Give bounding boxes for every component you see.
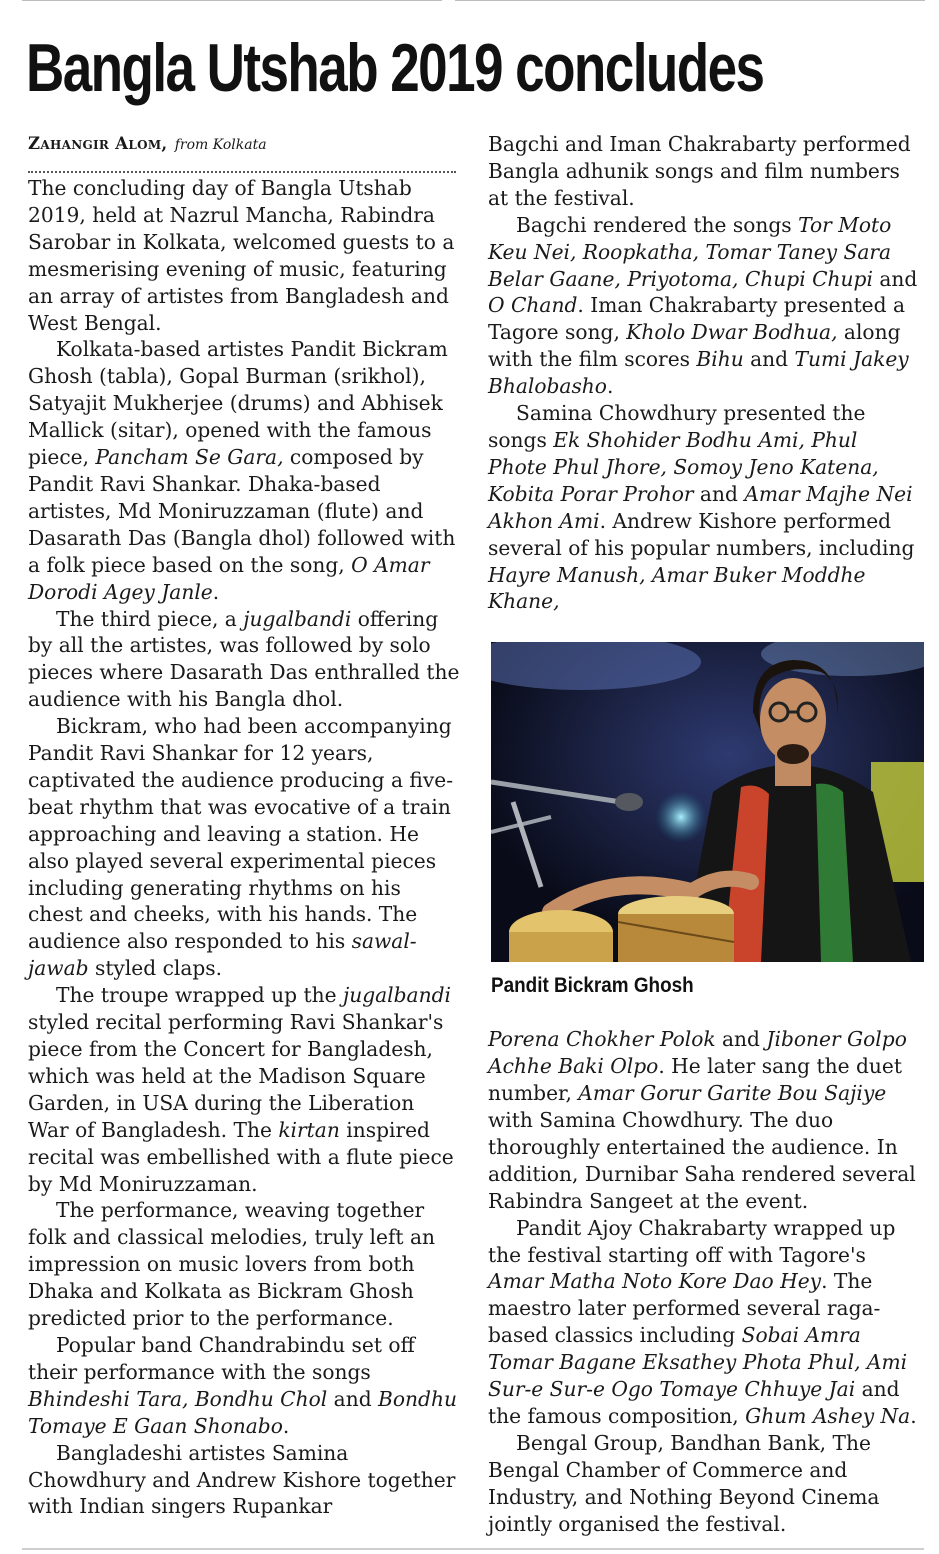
paragraph-text: The performance, weaving together folk and classical melodies, truly left an impression on music lovers from both Dhaka and Kolkata as Bickram Ghosh predicted prior to the performance.	[28, 1198, 436, 1331]
article-paragraph	[28, 713, 460, 982]
right-column	[488, 131, 920, 1538]
italic-title-text: Tumi Jakey Bhalobasho	[488, 347, 909, 399]
article-paragraph	[28, 175, 460, 336]
italic-title-text: Pancham Se Gara,	[95, 445, 284, 470]
byline	[28, 131, 460, 157]
article-paragraph	[28, 1440, 460, 1521]
italic-title-text: Porena Chokher Polok	[488, 1027, 716, 1052]
paragraph-text: Pandit Ajoy Chakrabarty wrapped up the festival starting off with Tagore's	[488, 1215, 896, 1267]
italic-title-text: O Chand	[488, 293, 578, 318]
paragraph-text: Samina Chowdhury presented the songs	[488, 401, 866, 452]
article-paragraph	[488, 1430, 920, 1538]
italic-title-text: jugalbandi	[243, 606, 352, 631]
paragraph-text: Bagchi rendered the songs	[516, 212, 799, 237]
article-paragraph	[488, 131, 920, 212]
italic-title-text: Tor Moto Keu Nei, Roopkatha, Tomar Taney Sara Belar Gaane, Priyotoma, Chupi Chupi	[488, 212, 892, 291]
paragraph-text: and	[743, 347, 795, 372]
paragraph-text: Popular band Chandrabindu set off their performance with the songs	[28, 1332, 415, 1384]
top-rule	[0, 0, 939, 4]
paragraph-text: along with the film scores	[488, 320, 901, 372]
article-paragraph	[28, 1332, 460, 1440]
paragraph-text: Kolkata-based artistes Pandit Bickram Ghosh (tabla), Gopal Burman (srikhol), Satyajit Mukherjee (drums) and Abhisek Mallick (sitar), opened with the famous piece,	[28, 337, 448, 470]
italic-title-text: Bhindeshi Tara, Bondhu Chol	[28, 1386, 328, 1411]
paragraph-text: .	[606, 374, 614, 399]
italic-title-text: Amar Gorur Garite Bou Sajiye	[578, 1081, 887, 1106]
headline: Bangla Utshab 2019 concludes	[26, 30, 764, 106]
paragraph-text: and the famous composition,	[488, 1377, 900, 1428]
italic-title-text: jugalbandi	[342, 983, 451, 1008]
photo-caption: Pandit Bickram Ghosh	[491, 974, 694, 998]
paragraph-text: composed by Pandit Ravi Shankar. Dhaka-based artistes, Md Moniruzzaman (flute) and Dasarath Das (Bangla dhol) followed with a folk piece based on the song,	[28, 445, 456, 577]
author-name: Zahangir Alom,	[28, 134, 168, 153]
paragraph-text: styled claps.	[88, 956, 223, 981]
italic-title-text: O Amar Dorodi Agey Janle	[28, 552, 430, 604]
paragraph-text: .	[212, 579, 220, 604]
paragraph-text: offering by all the artistes, was followed by solo pieces where Dasarath Das enthralled the audience with his Bangla dhol.	[28, 606, 460, 712]
paragraph-text: Bickram, who had been accompanying Pandit Ravi Shankar for 12 years, captivated the audience producing a five-beat rhythm that was evocative of a train approaching and leaving a station. He also played several experimental pieces including generating rhythms on his chest and cheeks, with his hands. The audience also responded to his	[28, 714, 454, 954]
paragraph-text: . He later sang the duet number,	[488, 1054, 902, 1106]
italic-title-text: Kholo Dwar Bodhua,	[626, 320, 838, 345]
left-column	[28, 131, 460, 1520]
italic-title-text: sawal-jawab	[28, 929, 417, 981]
paragraph-text: inspired recital was embellished with a flute piece by Md Moniruzzaman.	[28, 1117, 454, 1196]
paragraph-text: styled recital performing Ravi Shankar's piece from the Concert for Bangladesh, which was held at the Madison Square Garden, in USA during the Liberation War of Bangladesh. The	[28, 1010, 444, 1142]
right-body-top	[488, 131, 920, 615]
italic-title-text: Ek Shohider Bodhu Ami, Phul Phote Phul Jhore, Somoy Jeno Katena, Kobita Porar Prohor	[488, 427, 879, 506]
paragraph-text: . Andrew Kishore performed several of his popular numbers, including	[488, 508, 915, 560]
italic-title-text: Hayre Manush, Amar Buker Moddhe Khane,	[488, 562, 866, 614]
italic-title-text: Bihu	[696, 347, 744, 372]
italic-title-text: Sobai Amra Tomar Bagane Eksathey Phota Phul, Ami Sur-e Sur-e Ogo Tomaye Chhuye Jai	[488, 1323, 908, 1402]
paragraph-text: The third piece, a	[56, 606, 244, 631]
article-paragraph	[28, 606, 460, 714]
paragraph-text: Bengal Group, Bandhan Bank, The Bengal Chamber of Commerce and Industry, and Nothing Beyond Cinema jointly organised the festival.	[488, 1430, 880, 1536]
left-body	[28, 175, 460, 1520]
italic-title-text: Ghum Ashey Na	[745, 1404, 911, 1428]
paragraph-text: Bagchi and Iman Chakrabarty performed Bangla adhunik songs and film numbers at the festival.	[488, 132, 911, 210]
paragraph-text: The troupe wrapped up the	[56, 983, 343, 1008]
photo-illustration	[491, 642, 924, 962]
article-paragraph	[488, 212, 920, 400]
article-paragraph	[28, 336, 460, 605]
italic-title-text: Bondhu Tomaye E Gaan Shonabo	[28, 1386, 457, 1438]
article-paragraph	[488, 1215, 920, 1430]
byline-divider	[28, 171, 456, 173]
paragraph-text: and	[872, 266, 918, 291]
paragraph-text: and	[327, 1386, 379, 1411]
paragraph-text: . Iman Chakrabarty presented a Tagore song,	[488, 293, 906, 345]
paragraph-text: and	[693, 481, 745, 506]
paragraph-text: with Samina Chowdhury. The duo thoroughly entertained the audience. In addition, Durnibar Saha rendered several Rabindra Sangeet at the event.	[488, 1108, 916, 1213]
article-paragraph	[28, 1197, 460, 1332]
paragraph-text: Bangladeshi artistes Samina Chowdhury and Andrew Kishore together with Indian singers Rupankar	[28, 1440, 456, 1519]
bottom-rule	[22, 1548, 924, 1550]
paragraph-text: . The maestro later performed several raga-based classics including	[488, 1269, 881, 1348]
paragraph-text: and	[715, 1027, 767, 1052]
paragraph-text: The concluding day of Bangla Utshab 2019, held at Nazrul Mancha, Rabindra Sarobar in Kolkata, welcomed guests to a mesmerising evening of music, featuring an array of artistes from Bangladesh and West Bengal.	[28, 176, 455, 335]
paragraph-text: .	[282, 1413, 290, 1438]
dateline: from Kolkata	[174, 137, 267, 153]
article-paragraph	[488, 1026, 920, 1214]
article-paragraph	[488, 400, 920, 615]
photo-bickram-ghosh	[491, 642, 924, 962]
italic-title-text: Amar Matha Noto Kore Dao Hey	[488, 1269, 822, 1294]
right-body-bottom	[488, 1026, 920, 1537]
article-paragraph	[28, 982, 460, 1197]
italic-title-text: Jiboner Golpo Achhe Baki Olpo	[488, 1027, 907, 1079]
italic-title-text: Amar Majhe Nei Akhon Ami	[488, 481, 913, 533]
italic-title-text: kirtan	[278, 1117, 340, 1142]
paragraph-text: .	[910, 1404, 917, 1428]
